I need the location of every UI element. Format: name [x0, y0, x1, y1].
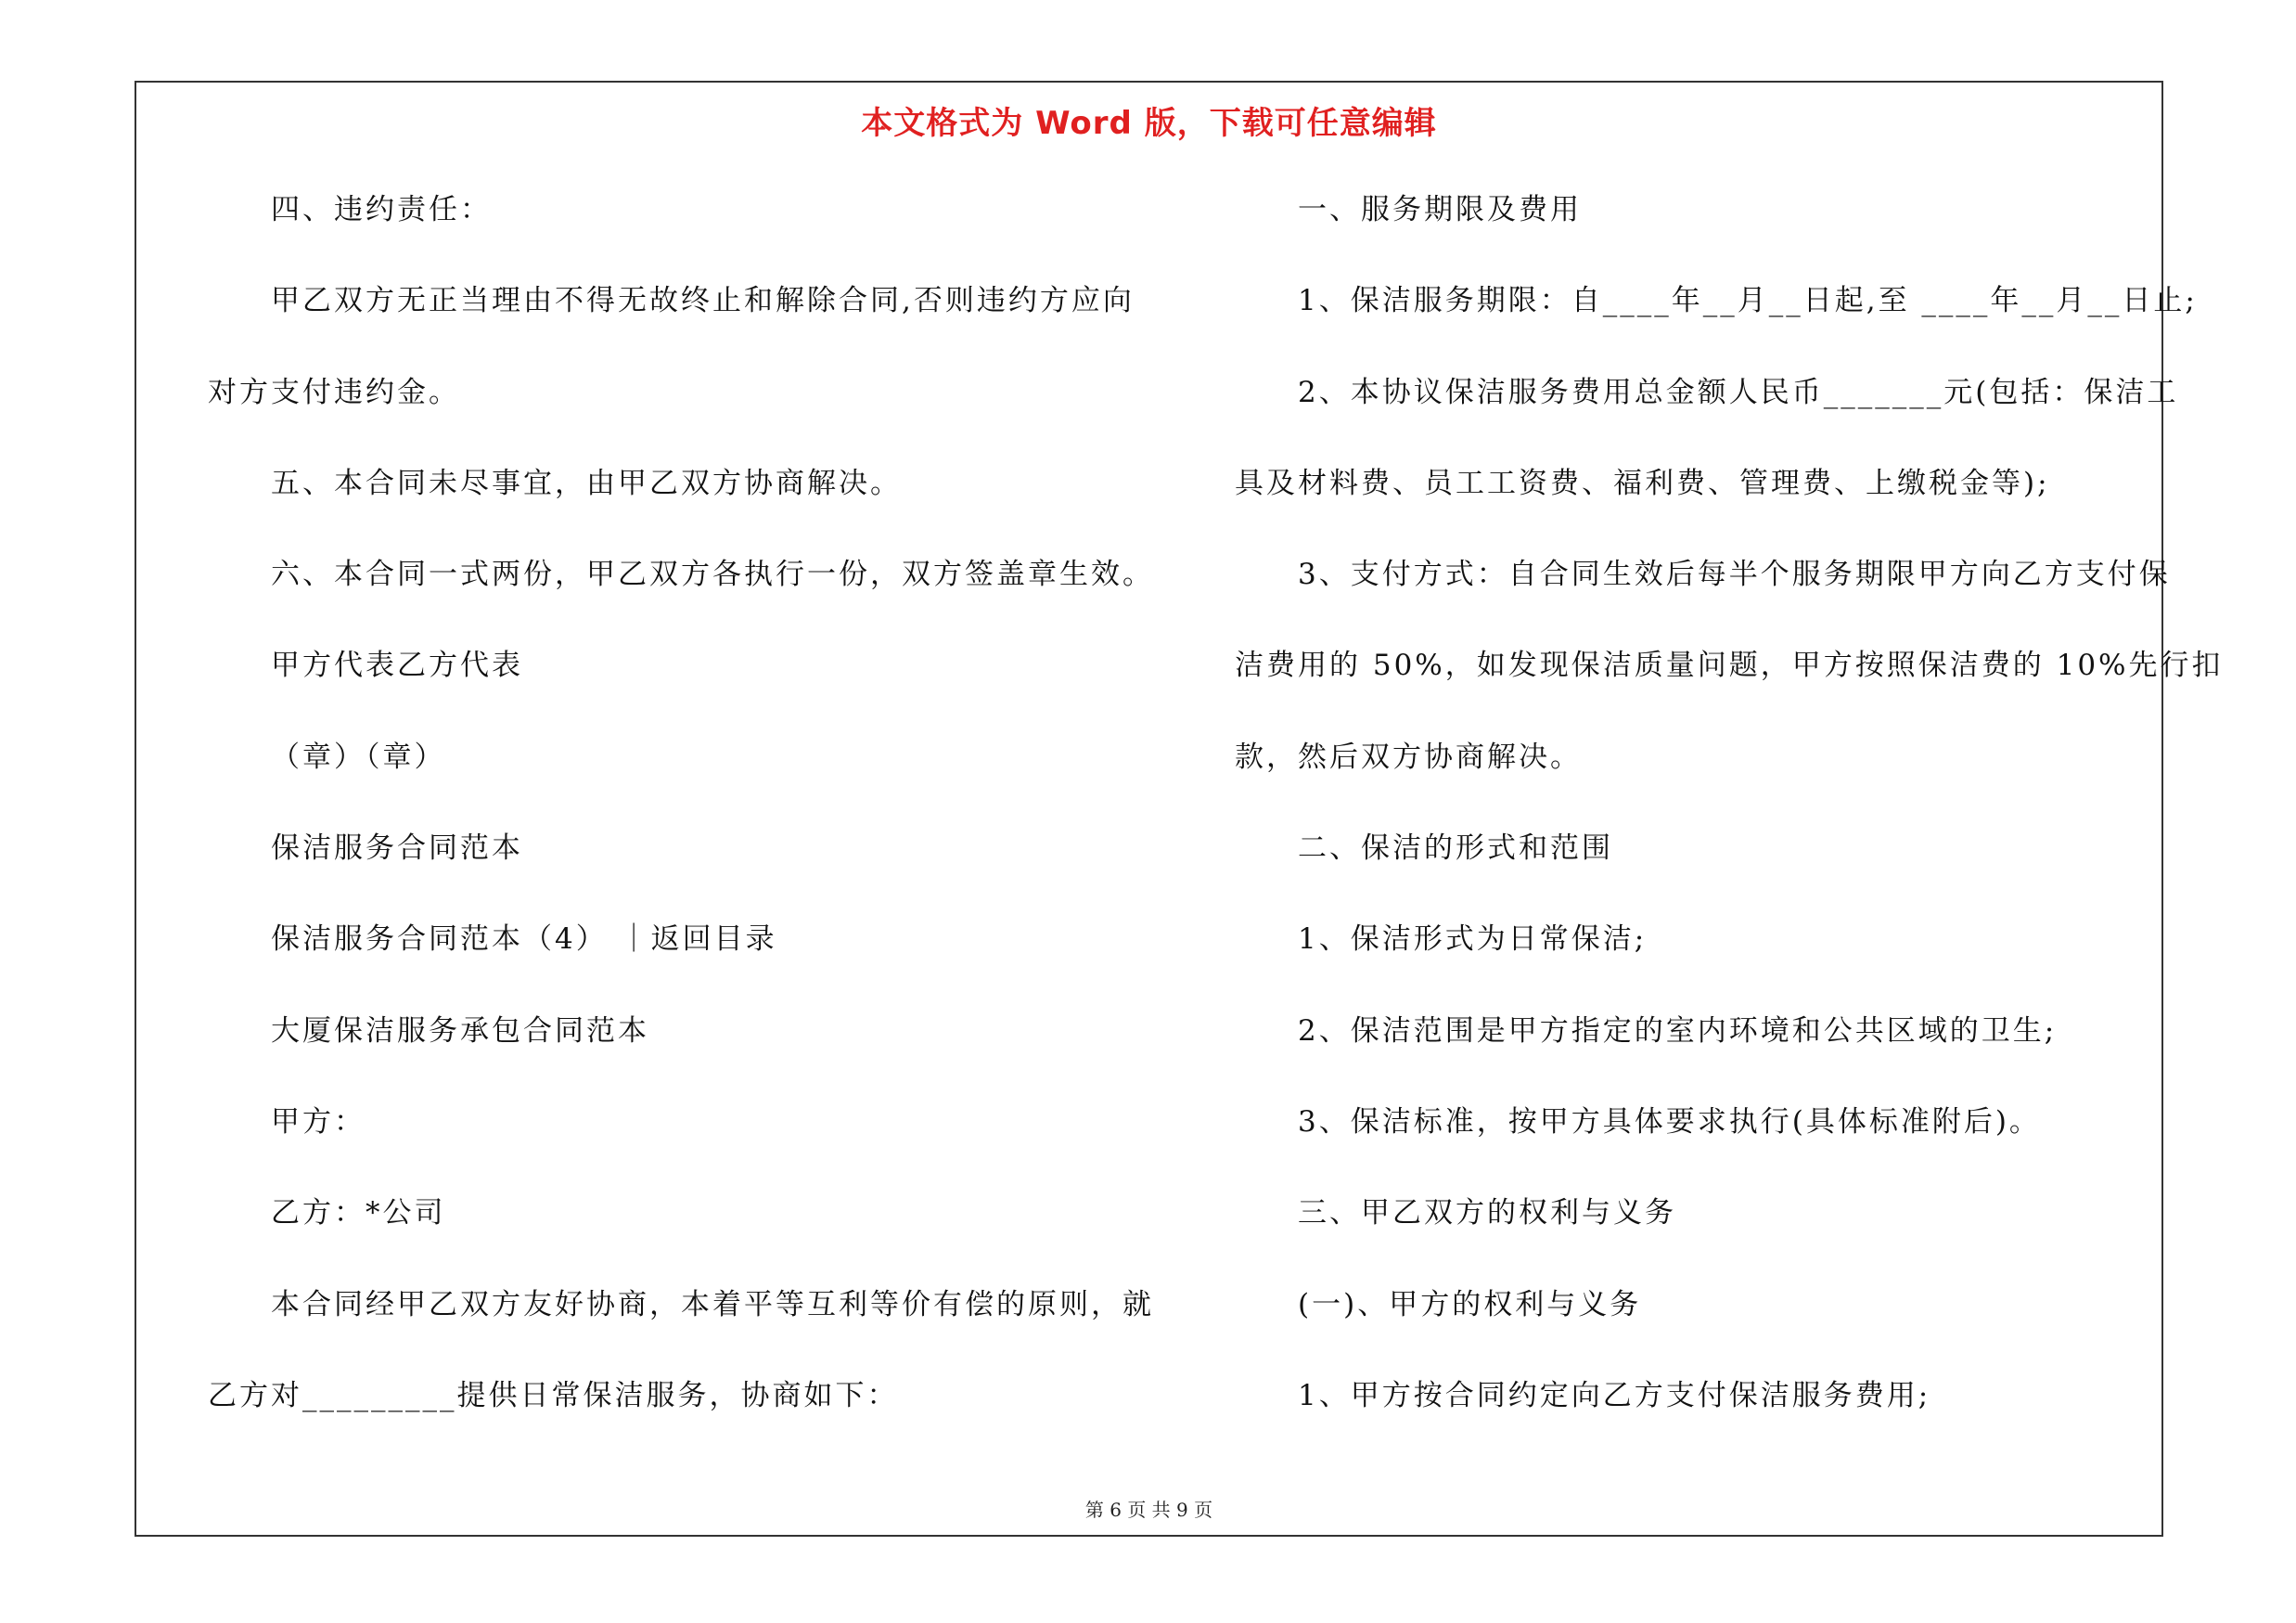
paragraph-line: 五、本合同未尽事宜，由甲乙双方协商解决。: [271, 466, 902, 500]
paragraph-line: 保洁服务合同范本（4） ｜返回目录: [271, 922, 777, 957]
left-column: [208, 182, 1154, 1459]
paragraph-line: 对方支付违约金。: [208, 375, 460, 409]
paragraph-line: 1、甲方按合同约定向乙方支付保洁服务费用;: [1298, 1378, 1931, 1412]
paragraph-line: 甲方：: [271, 1104, 366, 1139]
paragraph-line: （章）（章）: [271, 740, 446, 774]
format-banner: 本文格式为 Word 版，下载可任意编辑: [861, 105, 1437, 142]
page-number: 第 6 页 共 9 页: [1084, 1499, 1213, 1521]
paragraph-line: 二、保洁的形式和范围: [1298, 831, 1613, 866]
paragraph-line: (一)、甲方的权利与义务: [1298, 1287, 1642, 1321]
paragraph-line: 1、保洁服务期限：自____年__月__日起,至 ____年__月__日止;: [1298, 284, 2198, 318]
paragraph-line: 款，然后双方协商解决。: [1235, 740, 1582, 774]
paragraph-line: 具及材料费、员工工资费、福利费、管理费、上缴税金等);: [1235, 466, 2050, 500]
paragraph-line: 乙方对_________提供日常保洁服务，协商如下：: [208, 1378, 899, 1412]
paragraph-line: 甲方代表乙方代表: [271, 649, 523, 683]
paragraph-line: 六、本合同一式两份，甲乙双方各执行一份，双方签盖章生效。: [271, 558, 1154, 592]
paragraph-line: 乙方：*公司: [271, 1196, 446, 1230]
paragraph-line: 甲乙双方无正当理由不得无故终止和解除合同,否则违约方应向: [271, 284, 1135, 318]
paragraph-line: 2、保洁范围是甲方指定的室内环境和公共区域的卫生;: [1298, 1013, 2058, 1048]
paragraph-line: 洁费用的 50%，如发现保洁质量问题，甲方按照保洁费的 10%先行扣: [1235, 649, 2224, 683]
paragraph-line: 3、保洁标准，按甲方具体要求执行(具体标准附后)。: [1298, 1104, 2041, 1139]
paragraph-line: 大厦保洁服务承包合同范本: [271, 1013, 649, 1048]
paragraph-line: 2、本协议保洁服务费用总金额人民币_______元(包括：保洁工: [1298, 375, 2179, 409]
paragraph-line: 一、服务期限及费用: [1298, 193, 1582, 226]
paragraph-line: 三、甲乙双方的权利与义务: [1298, 1196, 1676, 1230]
right-column: [1235, 182, 2224, 1459]
document-page: [135, 81, 2224, 1537]
paragraph-line: 3、支付方式：自合同生效后每半个服务期限甲方向乙方支付保: [1298, 558, 2171, 592]
paragraph-line: 本合同经甲乙双方友好协商，本着平等互利等价有偿的原则，就: [271, 1287, 1154, 1321]
paragraph-line: 保洁服务合同范本: [271, 831, 523, 866]
paragraph-line: 四、违约责任：: [271, 193, 492, 226]
paragraph-line: 1、保洁形式为日常保洁;: [1298, 922, 1648, 957]
